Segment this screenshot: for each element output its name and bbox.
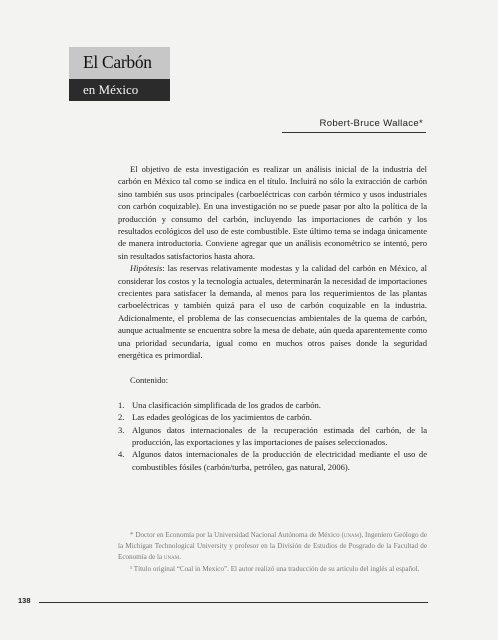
chapter-subtitle-box xyxy=(69,79,170,101)
contents-item-text: Las edades geológicas de los yacimientos de carbón. xyxy=(132,412,312,423)
contents-heading: Contenido: xyxy=(130,374,168,385)
footer-rule xyxy=(39,602,428,603)
contents-item-text: Algunos datos internacionales de la producción de electricidad mediante el uso de combustibles fósiles (carbón/turba, petróleo, gas natural, 2006). xyxy=(132,449,427,472)
contents-item-number: 3. xyxy=(118,424,125,435)
contents-item-text: Algunos datos internacionales de la recuperación estimada del carbón, de la producción, las exportaciones y las importaciones de países seleccionados. xyxy=(132,424,427,447)
contents-item xyxy=(118,448,427,473)
footnote-abbr: unam xyxy=(343,531,360,539)
chapter-subtitle: en México xyxy=(83,82,139,97)
article-body xyxy=(118,163,427,473)
chapter-title-box xyxy=(69,47,170,79)
footnote-author-text: * Doctor en Economía por la Universidad Nacional Autónoma de México ( xyxy=(130,531,344,539)
contents-item xyxy=(118,399,427,411)
footnotes xyxy=(118,530,427,575)
author-name: Robert-Bruce Wallace* xyxy=(319,118,423,129)
footnote-title: ¹ Título original “Coal in Mexico”. El autor realizó una traducción de su artículo del inglés al español. xyxy=(130,565,420,574)
footnote-abbr: unam xyxy=(163,552,180,561)
hypothesis-paragraph xyxy=(118,262,427,361)
page-number: 138 xyxy=(18,596,31,605)
footnote-author-text: ), Ingeniero Geólogo de la Michigan Technological University y profesor en la División de Estudios de Posgrado de la Facultad de Economía de la xyxy=(118,531,428,561)
hypothesis-text: : las reservas relativamente modestas y la calidad del carbón en México, al considerar los costos y la tecnología actuales, determinarán la necesidad de importaciones crecientes para satisfacer la demanda, al menos para los requerimientos de las plantas carboeléctricas y también quizá para el uso de carbón coquizable en la industria. Adicionalmente, el problema de las consecuencias ambientales de la quema de carbón, aunque actualmente se encuentra sobre la mesa de debate, aún queda aparentemente como una prioridad secundaria, igual como en muchos otros países donde la seguridad energética es primordial. xyxy=(118,263,427,361)
chapter-title: El Carbón xyxy=(83,52,152,72)
contents-item-text: Una clasificación simplificada de los grados de carbón. xyxy=(132,399,321,410)
intro-paragraph: El objetivo de esta investigación es realizar un análisis inicial de la industria del carbón en México tal como se indica en el título. Incluirá no sólo la extracción de carbón sino también sus usos principales (carboeléctricas con carbón térmico y usos industriales con carbón coquizable). En una investigación no se puede pasar por alto la política de la producción y consumo del carbón, incluyendo las importaciones de carbón y los resultados ecológicos del uso de este combustible. Este último tema se indaga únicamente de manera introductoria. Conviene agregar que un análisis econométrico se intentó, pero sin resultados satisfactorios hasta ahora. xyxy=(118,164,427,261)
footnote-author xyxy=(118,530,427,562)
contents-item-number: 1. xyxy=(118,399,125,410)
paragraph-gap xyxy=(118,386,427,398)
contents-item-number: 4. xyxy=(118,449,125,460)
footnote-author-text: . xyxy=(179,552,181,561)
hypothesis-label: Hipótesis xyxy=(130,263,163,274)
contents-list xyxy=(118,399,427,473)
contents-item-number: 2. xyxy=(118,412,125,423)
contents-item xyxy=(118,411,427,423)
author-rule xyxy=(282,132,426,133)
paragraph-gap xyxy=(118,362,427,374)
contents-item xyxy=(118,424,427,449)
